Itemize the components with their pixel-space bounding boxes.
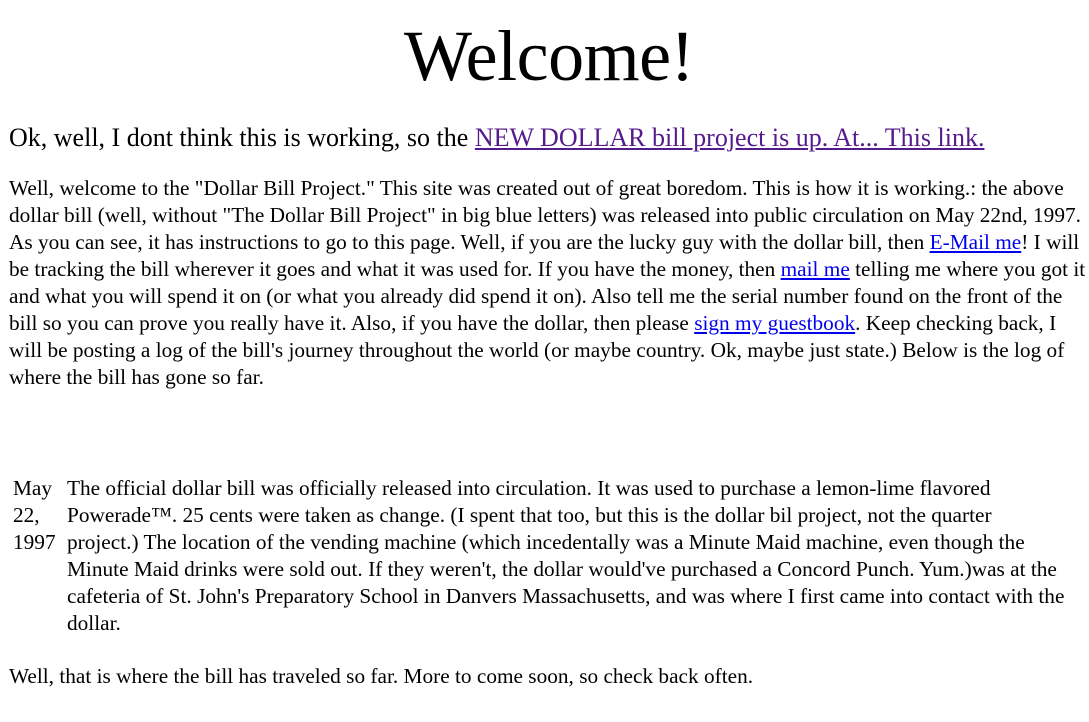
mail-me-link[interactable]: mail me (780, 257, 850, 281)
bill-log-table (10, 472, 1070, 640)
log-row (12, 474, 1068, 638)
intro-text-1: Well, welcome to the "Dollar Bill Project." This site was created out of great boredom. This is how it is working.: the above dollar bill (well, without "The Dollar Bill Project" in big blue letters) was released into public circulation on May 22nd, 1997. As you can see, it has instructions to go to this page. Well, if you are the lucky guy with the dollar bill, then (9, 176, 1081, 254)
guestbook-link[interactable]: sign my guestbook (694, 311, 856, 335)
email-me-link[interactable]: E-Mail me (929, 230, 1022, 254)
new-project-link[interactable]: NEW DOLLAR bill project is up. At... This link. (474, 123, 985, 152)
log-date: May 22, 1997 (13, 476, 56, 554)
log-entry: The official dollar bill was officially released into circulation. It was used to purchase a lemon-lime flavored Powerade™. 25 cents were taken as change. (I spent that too, but this is the dollar bil project, not the quarter project.) The location of the vending machine (which incedentally was a Minute Maid machine, even though the Minute Maid drinks were sold out. If they weren't, the dollar would've purchased a Concord Punch. Yum.)was at the cafeteria of St. John's Preparatory School in Danvers Massachusetts, and was where I first came into contact with the dollar. (67, 476, 1065, 635)
intro-paragraph (9, 175, 1087, 391)
closing-paragraph: Well, that is where the bill has traveled so far. More to come soon, so check back often. (9, 664, 754, 688)
page-title: Welcome! (403, 16, 695, 96)
intro-text-3: telling me where you got it and what you will spend it on (or what you already did spend it on). Also tell me the serial number found on the front of the bill so you can prove you really have it. Also, if you have the dollar, then please (9, 257, 1086, 335)
notice-paragraph (9, 123, 1089, 153)
notice-text: Ok, well, I dont think this is working, so the (9, 123, 475, 152)
intro-text-2: ! I will be tracking the bill wherever it goes and what it was used for. If you have the money, then (9, 230, 1080, 281)
intro-text-4: . Keep checking back, I will be posting a log of the bill's journey throughout the world (or maybe country. Ok, maybe just state.) Below is the log of where the bill has gone so far. (9, 311, 1065, 389)
